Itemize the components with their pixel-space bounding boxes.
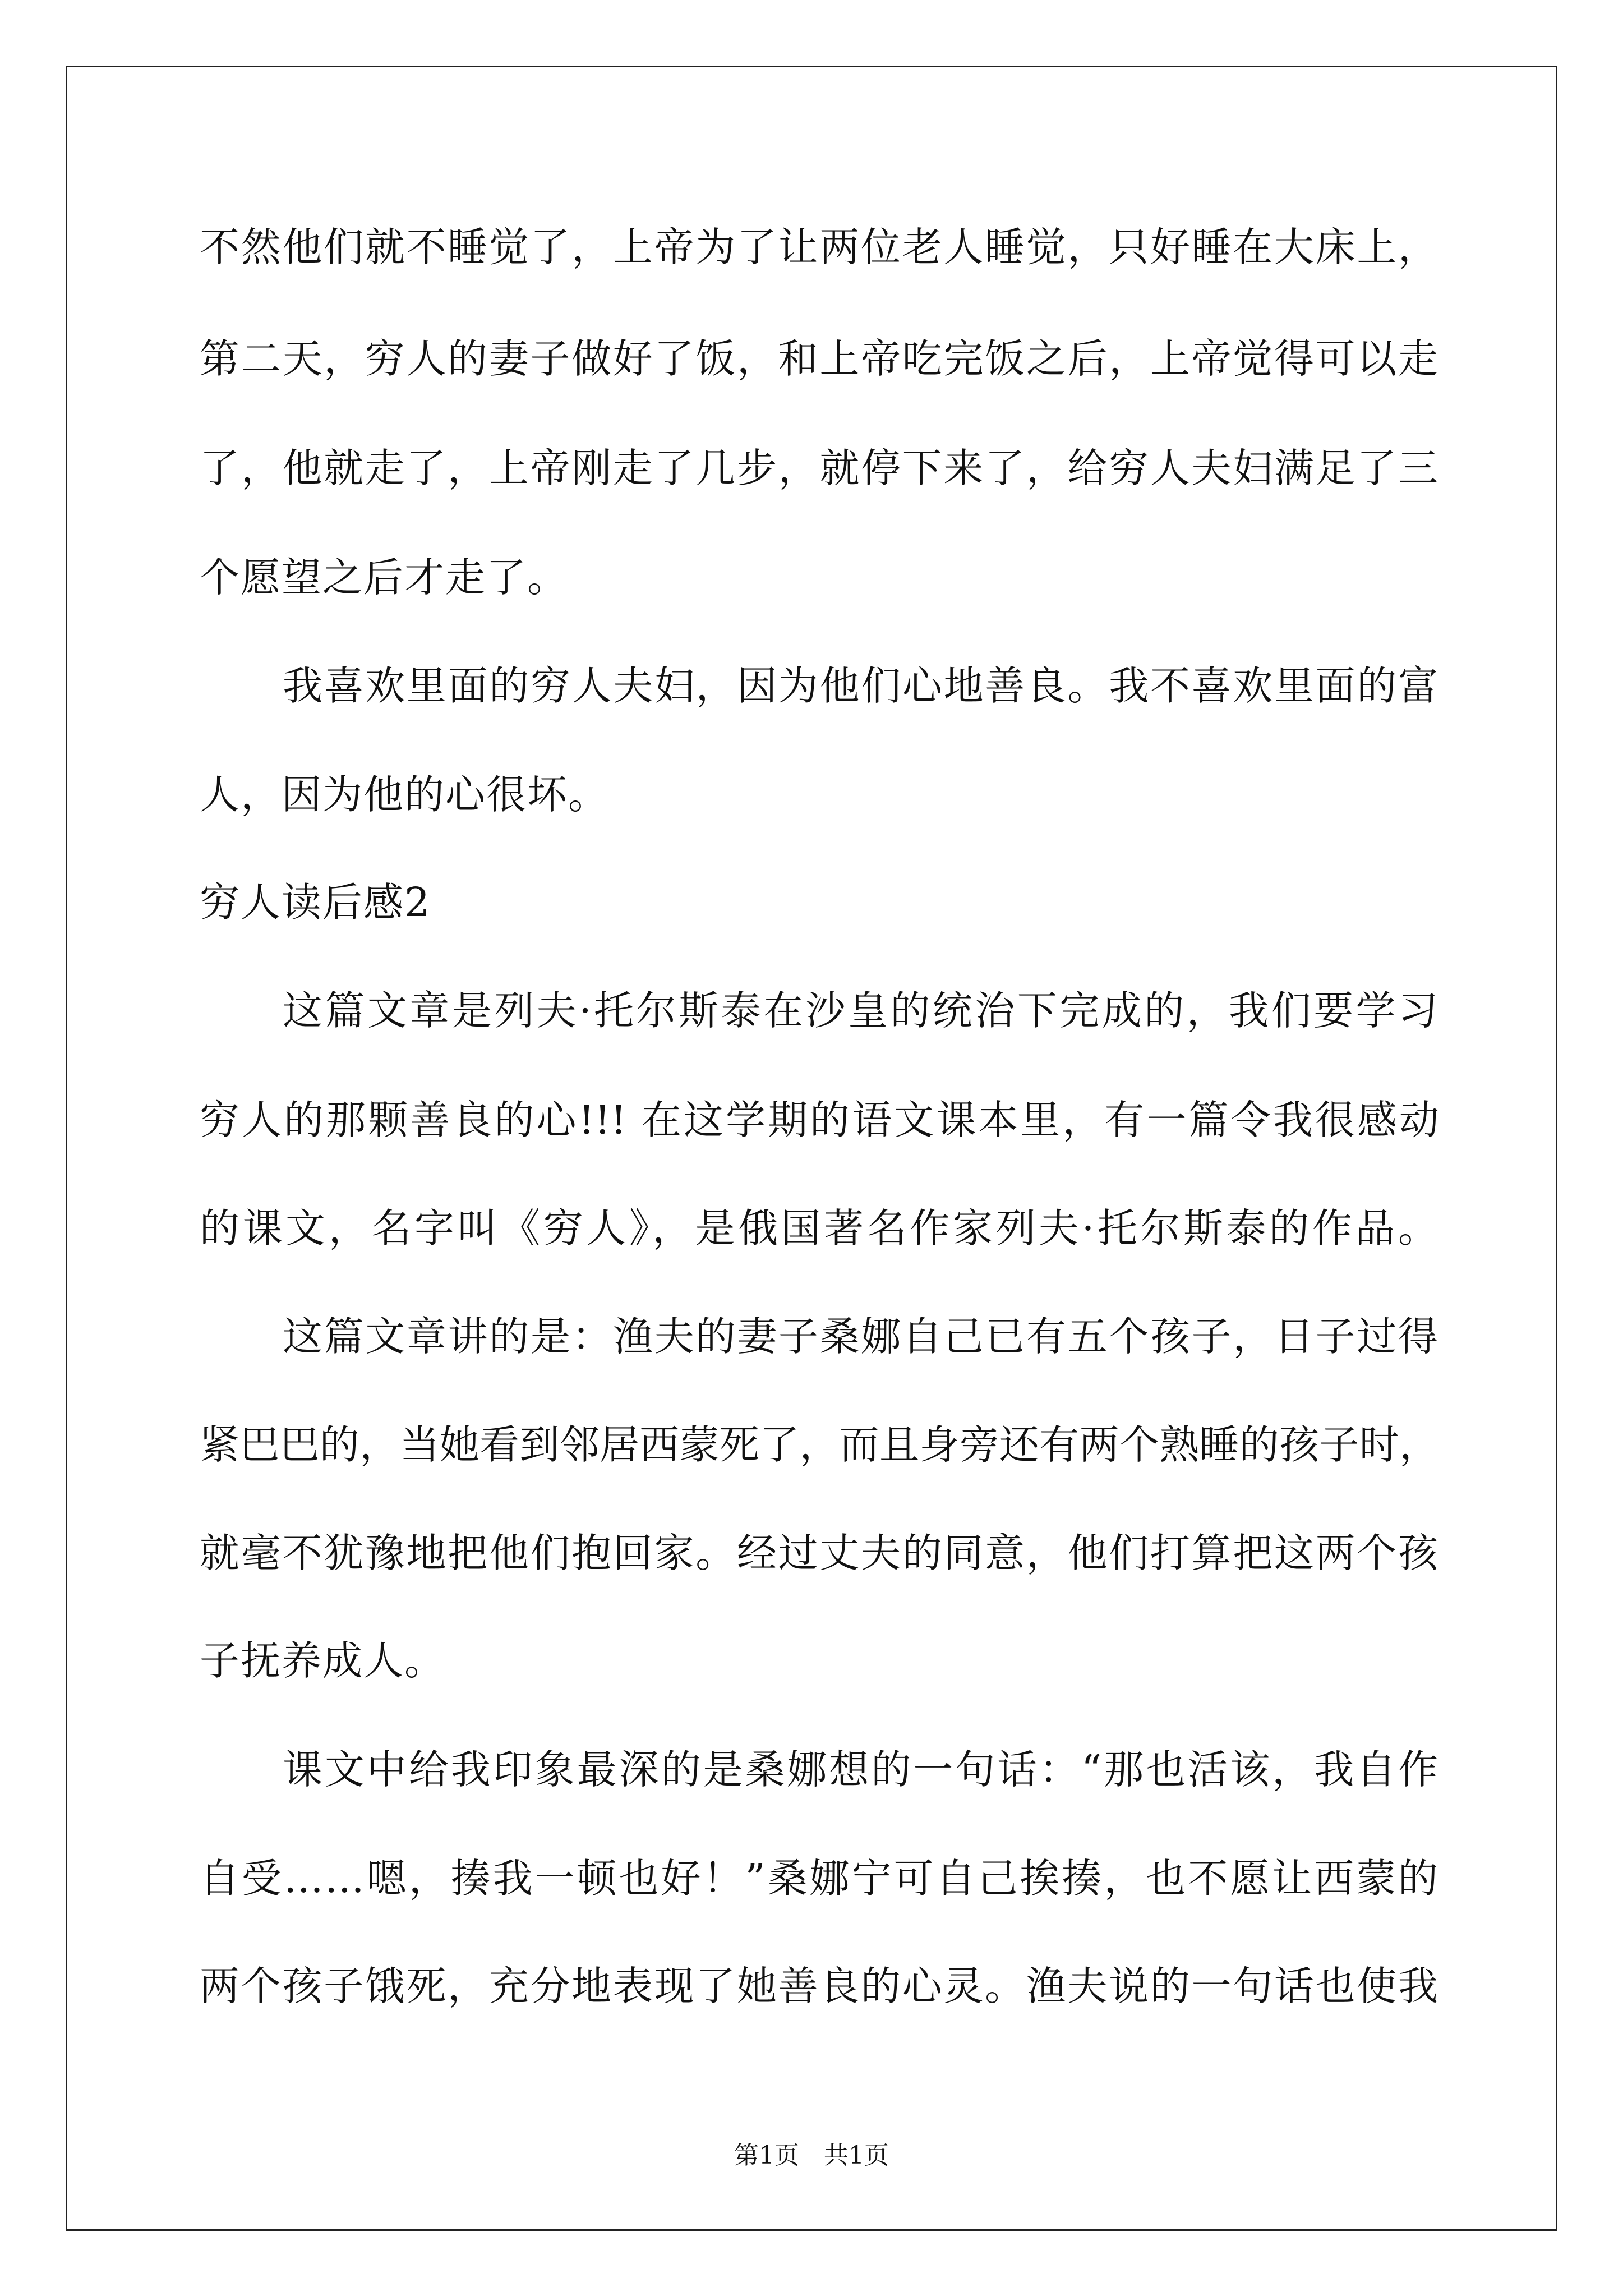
text-line: 穷人的那颗善良的心!!! 在这学期的语文课本里，有一篇令我很感动 bbox=[200, 1097, 1439, 1143]
text-line: 的课文，名字叫《穷人》，是俄国著名作家列夫·托尔斯泰的作品。 bbox=[200, 1205, 1439, 1251]
text-line: 紧巴巴的，当她看到邻居西蒙死了，而且身旁还有两个熟睡的孩子时， bbox=[200, 1421, 1439, 1468]
page-border bbox=[66, 66, 1557, 2231]
text-line: 两个孩子饿死，充分地表现了她善良的心灵。渔夫说的一句话也使我 bbox=[200, 1963, 1439, 2009]
section-heading: 穷人读后感2 bbox=[200, 879, 431, 926]
text-line: 不然他们就不睡觉了，上帝为了让两位老人睡觉，只好睡在大床上， bbox=[200, 224, 1439, 270]
page-footer: 第1页 共1页 bbox=[734, 2141, 889, 2170]
text-line: 这篇文章是列夫·托尔斯泰在沙皇的统治下完成的，我们要学习 bbox=[283, 987, 1439, 1034]
text-line: 就毫不犹豫地把他们抱回家。经过丈夫的同意，他们打算把这两个孩 bbox=[200, 1530, 1439, 1576]
text-line: 这篇文章讲的是：渔夫的妻子桑娜自己已有五个孩子，日子过得 bbox=[283, 1313, 1439, 1360]
text-line: 了，他就走了，上帝刚走了几步，就停下来了，给穷人夫妇满足了三 bbox=[200, 445, 1439, 491]
text-line: 第二天，穷人的妻子做好了饭，和上帝吃完饭之后，上帝觉得可以走 bbox=[200, 335, 1439, 382]
text-line: 子抚养成人。 bbox=[200, 1637, 446, 1684]
text-line: 自受……嗯，揍我一顿也好！”桑娜宁可自己挨揍，也不愿让西蒙的 bbox=[200, 1855, 1439, 1902]
text-line: 课文中给我印象最深的是桑娜想的一句话：“那也活该，我自作 bbox=[283, 1746, 1439, 1793]
text-line: 我喜欢里面的穷人夫妇，因为他们心地善良。我不喜欢里面的富 bbox=[283, 662, 1439, 709]
text-line: 个愿望之后才走了。 bbox=[200, 554, 569, 601]
text-line: 人，因为他的心很坏。 bbox=[200, 771, 610, 818]
